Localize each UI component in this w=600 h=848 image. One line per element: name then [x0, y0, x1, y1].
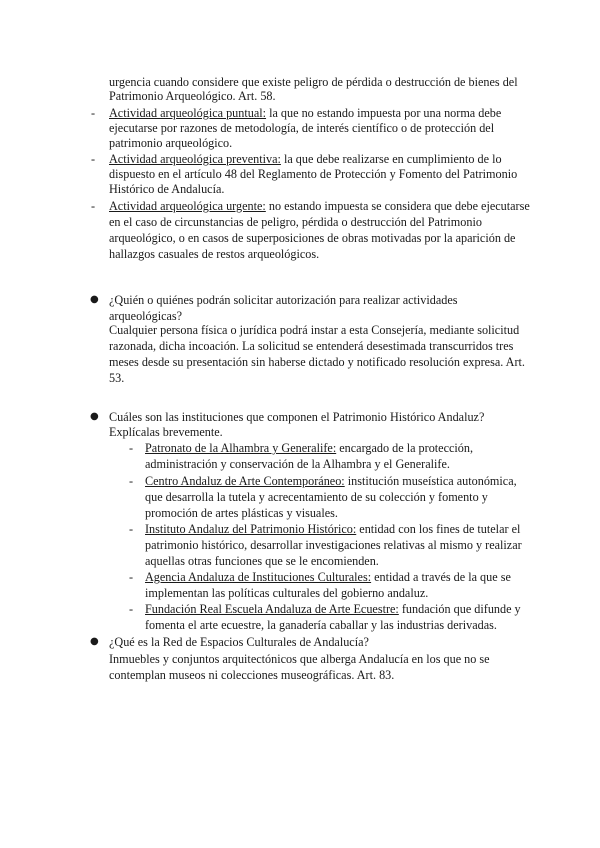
institution-4-name: Agencia Andaluza de Instituciones Culturales:	[145, 570, 372, 584]
dash-marker: -	[129, 522, 134, 536]
activity-urgente-line-4: hallazgos casuales de restos arqueológicos.	[109, 247, 320, 261]
institution-2-line-3: promoción de artes plásticas y visuales.	[145, 506, 338, 520]
activity-urgente-line-2: en el caso de circunstancias de peligro, pérdida o destrucción del Patrimonio	[109, 215, 482, 229]
bullet-icon: ●	[90, 294, 99, 305]
dash-marker: -	[129, 441, 134, 455]
continuation-line-1: urgencia cuando considere que existe peligro de pérdida o destrucción de bienes del	[109, 75, 518, 89]
institution-5-line-1	[145, 602, 521, 616]
dash-marker: -	[91, 106, 96, 120]
q3-answer-line-2: contemplan museos ni colecciones museográficas. Art. 83.	[109, 668, 395, 682]
institution-2-text: institución museística autonómica,	[344, 474, 517, 488]
institution-1-text: encargado de la protección,	[336, 441, 474, 455]
institution-2-line-2: que desarrolla la tutela y acrecentamiento de su colección y fomento y	[145, 490, 488, 504]
q2-question-line-2: Explícalas brevemente.	[109, 425, 223, 439]
q1-answer-line-3: meses desde su presentación sin haberse dictado y notificado resolución expresa. Art.	[109, 355, 525, 369]
institution-4-text: entidad a través de la que se	[371, 570, 511, 584]
q2-question-line-1: Cuáles son las instituciones que componen el Patrimonio Histórico Andaluz?	[109, 410, 485, 424]
activity-preventiva-text: la que debe realizarse en cumplimiento de lo	[280, 152, 502, 166]
activity-puntual-line-2: ejecutarse por razones de metodología, de interés científico o de protección del	[109, 121, 495, 135]
institution-3-line-1	[145, 522, 520, 536]
activity-urgente-line-3: arqueológico, o en casos de superposiciones de obras motivadas por la aparición de	[109, 231, 516, 245]
activity-urgente-line-1	[109, 199, 530, 213]
institution-5-text: fundación que difunde y	[398, 602, 521, 616]
institution-3-line-3: aquellas otras funciones que se le encomienden.	[145, 554, 379, 568]
dash-marker: -	[91, 199, 96, 213]
institution-3-text: entidad con los fines de tutelar el	[356, 522, 521, 536]
activity-preventiva-line-1	[109, 152, 502, 166]
bullet-icon: ●	[90, 636, 99, 647]
activity-urgente-term: Actividad arqueológica urgente:	[109, 199, 266, 213]
activity-preventiva-line-2: dispuesto en el artículo 48 del Reglamento de Protección y Fomento del Patrimonio	[109, 167, 518, 181]
activity-puntual-line-3: patrimonio arqueológico.	[109, 136, 233, 150]
activity-preventiva-line-3: Histórico de Andalucía.	[109, 182, 225, 196]
bullet-icon: ●	[90, 411, 99, 422]
institution-1-name: Patronato de la Alhambra y Generalife:	[145, 441, 337, 455]
dash-marker: -	[129, 570, 134, 584]
institution-4-line-2: implementan las políticas culturales del gobierno andaluz.	[145, 586, 429, 600]
continuation-line-2: Patrimonio Arqueológico. Art. 58.	[109, 89, 276, 103]
q1-question-line-2: arqueológicas?	[109, 309, 183, 323]
activity-puntual-term: Actividad arqueológica puntual:	[109, 106, 267, 120]
q3-answer-line-1: Inmuebles y conjuntos arquitectónicos que alberga Andalucía en los que no se	[109, 652, 490, 666]
dash-marker: -	[129, 474, 134, 488]
q1-question-line-1: ¿Quién o quiénes podrán solicitar autorización para realizar actividades	[109, 293, 458, 307]
activity-puntual-text: la que no estando impuesta por una norma debe	[266, 106, 502, 120]
institution-4-line-1	[145, 570, 511, 584]
institution-5-line-2: fomenta el arte ecuestre, la ganadería caballar y las industrias derivadas.	[145, 618, 497, 632]
q1-answer-line-1: Cualquier persona física o jurídica podrá instar a esta Consejería, mediante solicitud	[109, 323, 520, 337]
q1-answer-line-4: 53.	[109, 371, 125, 385]
institution-2-line-1	[145, 474, 517, 488]
institution-3-line-2: patrimonio histórico, desarrollar investigaciones relativas al mismo y realizar	[145, 538, 522, 552]
institution-3-name: Instituto Andaluz del Patrimonio Histórico:	[145, 522, 357, 536]
institution-1-line-2: administración y conservación de la Alhambra y el Generalife.	[145, 457, 450, 471]
activity-preventiva-term: Actividad arqueológica preventiva:	[109, 152, 281, 166]
q3-question-line-1: ¿Qué es la Red de Espacios Culturales de Andalucía?	[109, 635, 369, 649]
activity-urgente-text: no estando impuesta se considera que debe ejecutarse	[265, 199, 530, 213]
dash-marker: -	[129, 602, 134, 616]
institution-1-line-1	[145, 441, 473, 455]
q1-answer-line-2: razonada, dicha incoación. La solicitud se entenderá desestimada transcurridos tres	[109, 339, 514, 353]
institution-5-name: Fundación Real Escuela Andaluza de Arte Ecuestre:	[145, 602, 399, 616]
activity-puntual-line-1	[109, 106, 501, 120]
dash-marker: -	[91, 152, 96, 166]
institution-2-name: Centro Andaluz de Arte Contemporáneo:	[145, 474, 345, 488]
